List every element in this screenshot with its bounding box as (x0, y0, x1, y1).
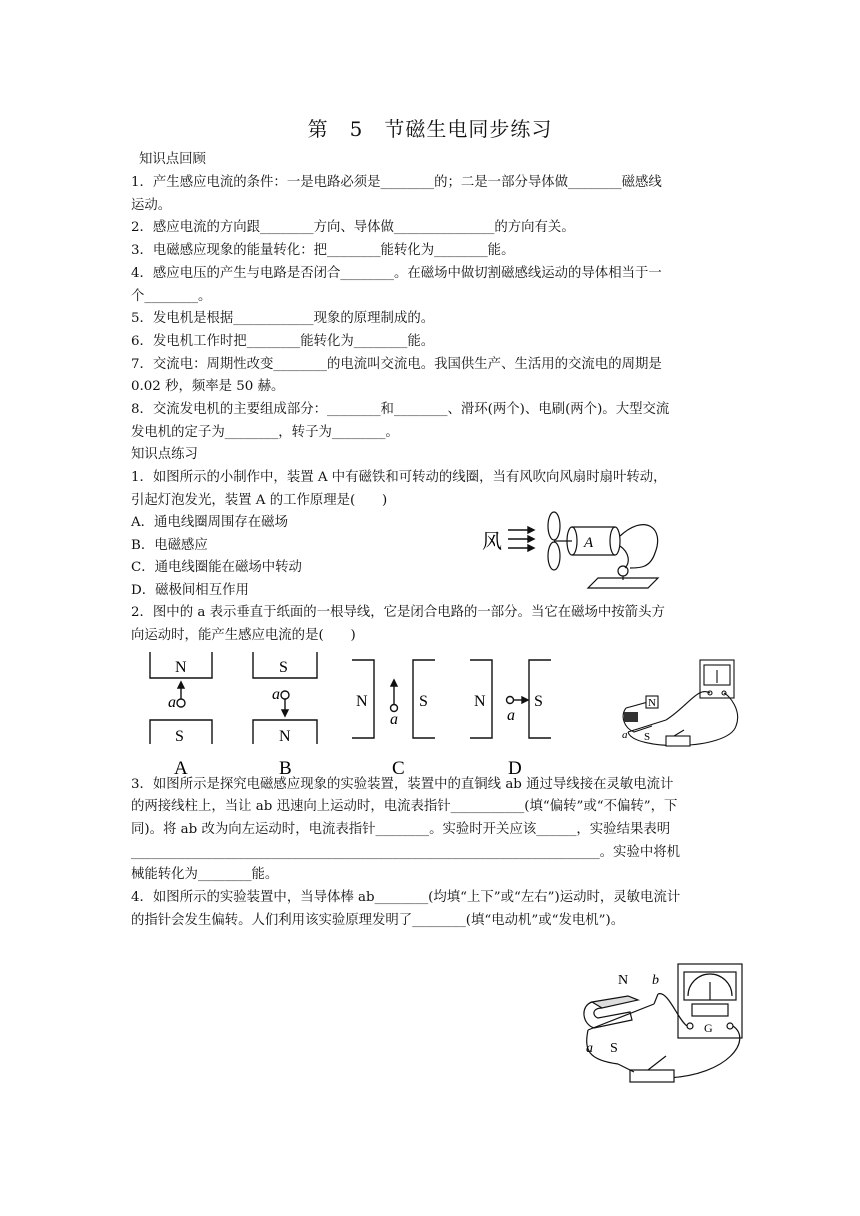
panel-b-top-pole: S (279, 659, 288, 676)
option-b: B．电磁感应 (131, 538, 208, 553)
panel-c-label: C (392, 758, 405, 778)
question-line: 1．如图所示的小制作中，装置 A 中有磁铁和可转动的线圈，当有风吹向风扇时扇叶转动， (131, 470, 667, 485)
option-d: D．磁极间相互作用 (131, 583, 249, 598)
panel-c-wire-label: a (390, 711, 398, 728)
question-line: 向运动时，能产生感应电流的是( ) (131, 628, 356, 643)
review-line: 运动。 (131, 198, 172, 213)
question-line: 3．如图所示是探究电磁感应现象的实验装置，装置中的直铜线 ab 通过导线接在灵敏电流计 (131, 777, 674, 792)
wind-label: 风 (482, 531, 502, 553)
review-line: 7．交流电：周期性改变________的电流叫交流电。我国供生产、生活用的交流电的周期是 (131, 357, 662, 372)
review-line: 4．感应电压的产生与电路是否闭合________。在磁场中做切割磁感线运动的导体相当于一 (131, 266, 662, 281)
review-heading: 知识点回顾 (139, 152, 206, 167)
panel-d-left-pole: N (474, 693, 486, 710)
question-line: 同)。将 ab 改为向左运动时，电流表指针________。实验时开关应该______，实验结果表明 (131, 822, 671, 837)
induction-apparatus-figure-large (578, 960, 758, 1095)
page-title: 第 5 节磁生电同步练习 (307, 117, 553, 141)
q4-south-label: S (610, 1041, 618, 1056)
panel-d-label: D (508, 758, 522, 778)
panel-d-right-pole: S (534, 693, 543, 710)
q4-galvanometer-label: G (704, 1021, 713, 1035)
option-a: A．通电线圈周围存在磁场 (131, 515, 288, 530)
panel-a-top-pole: N (175, 659, 187, 676)
q3-a-label: a (622, 729, 628, 741)
review-line: 0.02 秒，频率是 50 赫。 (131, 379, 285, 394)
question-line: 4．如图所示的实验装置中，当导体棒 ab________(均填“上下”或“左右”)运动时，灵敏电流计 (131, 890, 681, 905)
review-line: 6．发电机工作时把________能转化为________能。 (131, 334, 435, 349)
panel-b-wire-label: a (272, 686, 280, 703)
review-line: 8．交流发电机的主要组成部分：________和________、滑环(两个)、电刷(两个)。大型交流 (131, 402, 670, 417)
induction-apparatus-figure-small (618, 656, 758, 756)
magnet-panels-figure (140, 648, 570, 778)
question-line: 的两接线柱上，当让 ab 迅速向上运动时，电流表指针___________(填“偏转”或“不偏转”，下 (131, 799, 678, 814)
q4-a-label: a (586, 1041, 593, 1056)
review-line: 发电机的定子为________，转子为________。 (131, 425, 399, 440)
panel-c-right-pole: S (419, 693, 428, 710)
wind-generator-figure (480, 508, 670, 593)
review-line: 3．电磁感应现象的能量转化：把________能转化为________能。 (131, 243, 515, 258)
panel-a-wire-label: a (168, 694, 176, 711)
panel-a-label: A (174, 758, 188, 778)
review-line: 5．发电机是根据____________现象的原理制成的。 (131, 311, 435, 326)
review-line: 个________。 (131, 289, 212, 304)
practice-heading: 知识点练习 (131, 447, 198, 462)
panel-d-wire-label: a (507, 707, 515, 724)
q4-b-label: b (652, 973, 659, 988)
panel-b-bottom-pole: N (279, 728, 291, 745)
q4-north-label: N (618, 973, 629, 988)
question-line: 械能转化为________能。 (131, 867, 279, 882)
panel-b-label: B (279, 758, 292, 778)
panel-a-bottom-pole: S (175, 728, 184, 745)
question-line: 引起灯泡发光，装置 A 的工作原理是( ) (131, 493, 388, 508)
panel-c-left-pole: N (356, 693, 368, 710)
device-a-label: A (584, 535, 594, 551)
q3-south-label: S (644, 731, 651, 743)
question-line: 2．图中的 a 表示垂直于纸面的一根导线，它是闭合电路的一部分。当它在磁场中按箭头方 (131, 605, 665, 620)
q3-north-label: N (648, 697, 656, 709)
review-line: 1．产生感应电流的条件：一是电路必须是________的；二是一部分导体做________磁感线 (131, 175, 662, 190)
question-line: 的指针会发生偏转。人们利用该实验原理发明了________(填“电动机”或“发电机”)。 (131, 913, 625, 928)
review-line: 2．感应电流的方向跟________方向、导体做_______________的方向有关。 (131, 220, 575, 235)
question-line: ______________________________________________________________________。实验中将机 (131, 845, 681, 860)
option-c: C．通电线圈能在磁场中转动 (131, 560, 302, 575)
